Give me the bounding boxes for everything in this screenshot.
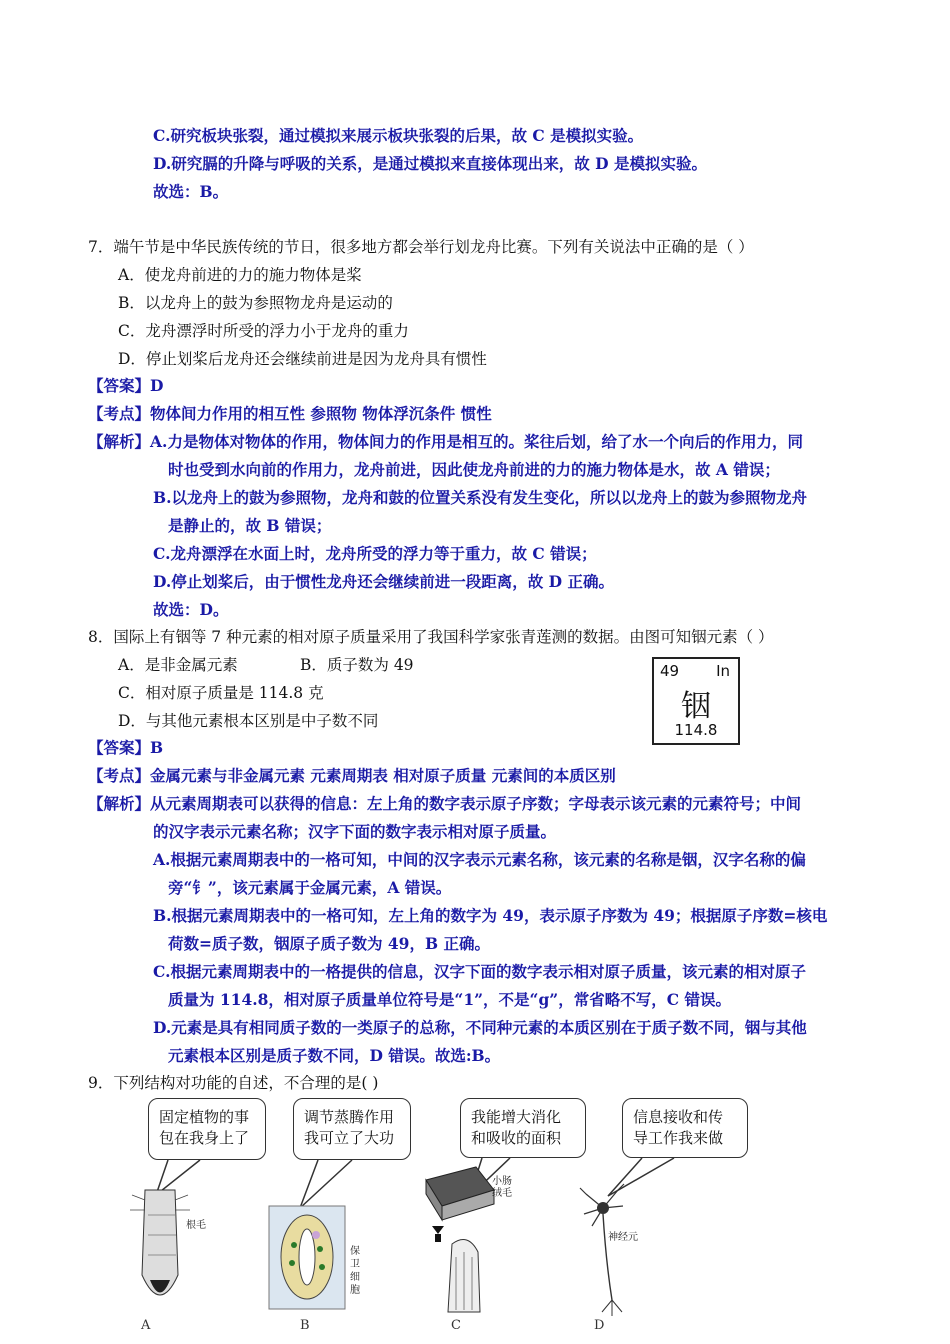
q7-analysis-line-7: 故选：D。 <box>153 600 229 619</box>
speech-bubble-c <box>460 1098 586 1158</box>
villi-label: 小肠绒毛 <box>492 1176 512 1199</box>
bubble-b-line-1: 调节蒸腾作用 <box>304 1108 395 1126</box>
q8-analysis-line-3: A.根据元素周期表中的一格可知，中间的汉字表示元素名称，该元素的名称是铟，汉字名称的偏 <box>153 850 806 869</box>
point-tag: 【考点】 <box>88 766 151 785</box>
q6-explanation-c: C.研究板块张裂，通过模拟来展示板块张裂的后果，故 C 是模拟实验。 <box>153 126 644 145</box>
q8-analysis-line-8: 质量为 114.8，相对原子质量单位符号是“1”，不是“g”，常省略不写，C 错误。 <box>168 990 731 1009</box>
root-tip-illustration <box>130 1185 190 1320</box>
figure-letter-b: B <box>300 1318 310 1333</box>
villi-illustration <box>418 1162 498 1320</box>
speech-bubble-d <box>622 1098 748 1158</box>
point-value: 物体间力作用的相互性 参照物 物体浮沉条件 惯性 <box>150 404 492 423</box>
q7-analysis-line-6: D.停止划桨后，由于惯性龙舟还会继续前进一段距离，故 D 正确。 <box>153 572 615 591</box>
q8-analysis-line-9: D.元素是具有相同质子数的一类原子的总称，不同种元素的本质区别在于质子数不同，铟与其他 <box>153 1018 807 1037</box>
bubble-b-line-2: 我可立了大功 <box>304 1129 395 1147</box>
q8-analysis-line-5: B.根据元素周期表中的一格可知，左上角的数字为 49，表示原子序数为 49；根据原子序数=核电 <box>153 906 828 925</box>
q7-option-d: D．停止划桨后龙舟还会继续前进是因为龙舟具有惯性 <box>118 350 487 368</box>
q8-analysis-line-7: C.根据元素周期表中的一格提供的信息，汉字下面的数字表示相对原子质量，该元素的相对原子 <box>153 962 806 981</box>
analysis-text: 从元素周期表可以获得的信息：左上角的数字表示原子序数；字母表示该元素的元素符号；中间 <box>150 794 802 813</box>
answer-tag: 【答案】 <box>88 376 151 395</box>
figure-letter-a: A <box>141 1318 151 1333</box>
q8-analysis-line-2: 的汉字表示元素名称；汉字下面的数字表示相对原子质量。 <box>153 822 557 841</box>
q8-analysis-line-4: 旁“钅”，该元素属于金属元素，A 错误。 <box>168 878 452 897</box>
q8-option-d: D．与其他元素根本区别是中子数不同 <box>118 712 379 730</box>
bubble-a-line-2: 包在我身上了 <box>159 1129 250 1147</box>
neuron-illustration <box>578 1182 638 1320</box>
q7-stem: 7．端午节是中华民族传统的节日，很多地方都会举行划龙舟比赛。下列有关说法中正确的是（ ） <box>88 238 754 256</box>
q8-option-c: C．相对原子质量是 114.8 克 <box>118 684 324 702</box>
q8-stem: 8．国际上有铟等 7 种元素的相对原子质量采用了我国科学家张青莲测的数据。由图可知铟元素（ ） <box>88 628 774 646</box>
element-name: 铟 <box>681 689 711 724</box>
speech-bubble-a <box>148 1098 266 1160</box>
neuron-label: 神经元 <box>608 1232 638 1243</box>
q7-analysis-line-2: 时也受到水向前的作用力，龙舟前进，因此使龙舟前进的力的施力物体是水，故 A 错误； <box>168 460 780 479</box>
q9-stem: 9．下列结构对功能的自述，不合理的是( ) <box>88 1074 379 1092</box>
q8-option-a: A．是非金属元素 <box>118 656 238 674</box>
q7-analysis-line-4: 是静止的，故 B 错误； <box>168 516 332 535</box>
guard-cell-label: 保卫细胞 <box>350 1246 360 1296</box>
figure-letter-d: D <box>594 1318 605 1333</box>
answer-tag: 【答案】 <box>88 738 151 757</box>
q7-option-b: B．以龙舟上的鼓为参照物龙舟是运动的 <box>118 294 393 312</box>
point-value: 金属元素与非金属元素 元素周期表 相对原子质量 元素间的本质区别 <box>150 766 616 785</box>
answer-value: D <box>150 376 164 395</box>
q8-option-b: B．质子数为 49 <box>300 656 414 674</box>
stoma-illustration <box>268 1205 346 1310</box>
answer-value: B <box>150 738 164 757</box>
atomic-mass: 114.8 <box>674 721 718 739</box>
figure-letter-c: C <box>451 1318 461 1333</box>
q6-explanation-d: D.研究膈的升降与呼吸的关系，是通过模拟来直接体现出来，故 D 是模拟实验。 <box>153 154 708 173</box>
q8-analysis-line-6: 荷数=质子数，铟原子质子数为 49，B 正确。 <box>168 934 490 953</box>
q7-analysis-line-3: B.以龙舟上的鼓为参照物，龙舟和鼓的位置关系没有发生变化，所以以龙舟上的鼓为参照物龙舟 <box>153 488 808 507</box>
bubble-a-line-1: 固定植物的事 <box>159 1108 250 1126</box>
q7-analysis-line-5: C.龙舟漂浮在水面上时，龙舟所受的浮力等于重力，故 C 错误； <box>153 544 597 563</box>
speech-bubble-b <box>293 1098 411 1160</box>
q8-analysis-line-10: 元素根本区别是质子数不同，D 错误。故选:B。 <box>168 1046 501 1065</box>
q6-choice: 故选：B。 <box>153 182 229 201</box>
bubble-d-line-1: 信息接收和传 <box>633 1108 724 1126</box>
atomic-number: 49 <box>660 662 680 680</box>
bubble-c-line-2: 和吸收的面积 <box>471 1129 562 1147</box>
element-symbol: In <box>716 662 730 680</box>
q7-option-c: C．龙舟漂浮时所受的浮力小于龙舟的重力 <box>118 322 409 340</box>
bubble-d-line-2: 导工作我来做 <box>633 1129 724 1147</box>
q7-option-a: A．使龙舟前进的力的施力物体是桨 <box>118 266 362 284</box>
bubble-c-line-1: 我能增大消化 <box>471 1108 562 1126</box>
root-hair-label: 根毛 <box>186 1220 206 1231</box>
point-tag: 【考点】 <box>88 404 151 423</box>
analysis-tag: 【解析】 <box>88 432 151 451</box>
analysis-tag: 【解析】 <box>88 794 151 813</box>
analysis-text: A.力是物体对物体的作用，物体间力的作用是相互的。桨往后划，给了水一个向后的作用力，同 <box>150 432 803 451</box>
